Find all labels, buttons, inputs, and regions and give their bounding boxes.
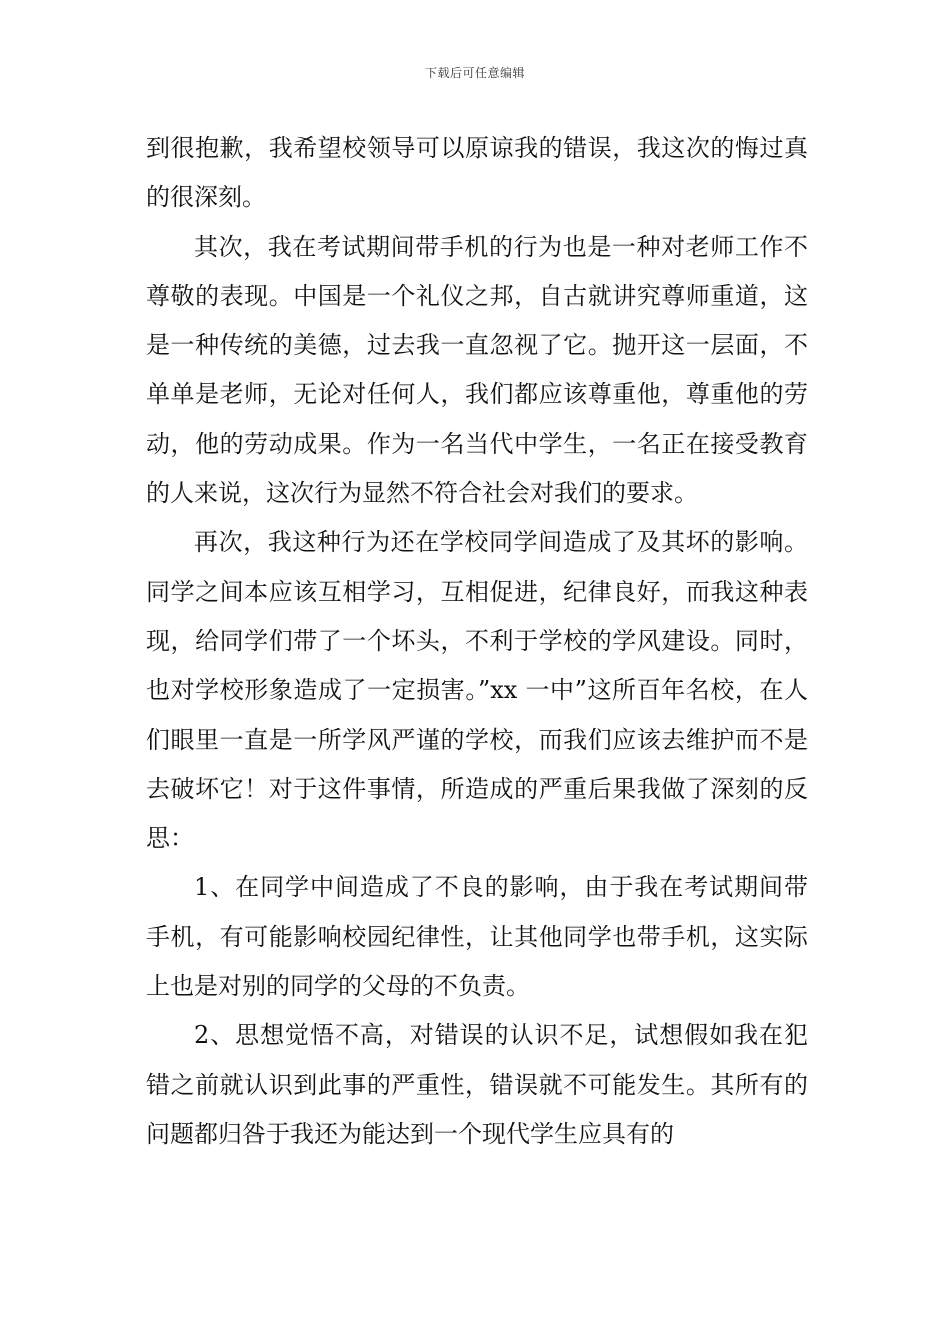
paragraph: 其次，我在考试期间带手机的行为也是一种对老师工作不尊敬的表现。中国是一个礼仪之邦，自古就讲究尊师重道，这是一种传统的美德，过去我一直忽视了它。抛开这一层面，不单单是老师，无论对任何人，我们都应该尊重他，尊重他的劳动，他的劳动成果。作为一名当代中学生，一名正在接受教育的人来说，这次行为显然不符合社会对我们的要求。 bbox=[146, 232, 808, 508]
page-header: 下载后可任意编辑 bbox=[424, 66, 525, 80]
list-item-paragraph: 2、思想觉悟不高，对错误的认识不足，试想假如我在犯错之前就认识到此事的严重性，错误就不可能发生。其所有的问题都归咎于我还为能达到一个现代学生应具有的 bbox=[146, 1021, 808, 1148]
list-item-paragraph: 1、在同学中间造成了不良的影响，由于我在考试期间带手机，有可能影响校园纪律性，让其他同学也带手机，这实际上也是对别的同学的父母的不负责。 bbox=[146, 873, 808, 1001]
paragraph-continuation: 到很抱歉，我希望校领导可以原谅我的错误，我这次的悔过真的很深刻。 bbox=[146, 134, 808, 212]
document-body bbox=[146, 124, 808, 1159]
paragraph: 再次，我这种行为还在学校同学间造成了及其坏的影响。同学之间本应该互相学习，互相促进，纪律良好，而我这种表现，给同学们带了一个坏头，不利于学校的学风建设。同时，也对学校形象造成了一定损害。”xx 一中”这所百年名校，在人们眼里一直是一所学风严谨的学校，而我们应该去维护而不是去破坏它！对于这件事情，所造成的严重后果我做了深刻的反思： bbox=[146, 528, 808, 853]
